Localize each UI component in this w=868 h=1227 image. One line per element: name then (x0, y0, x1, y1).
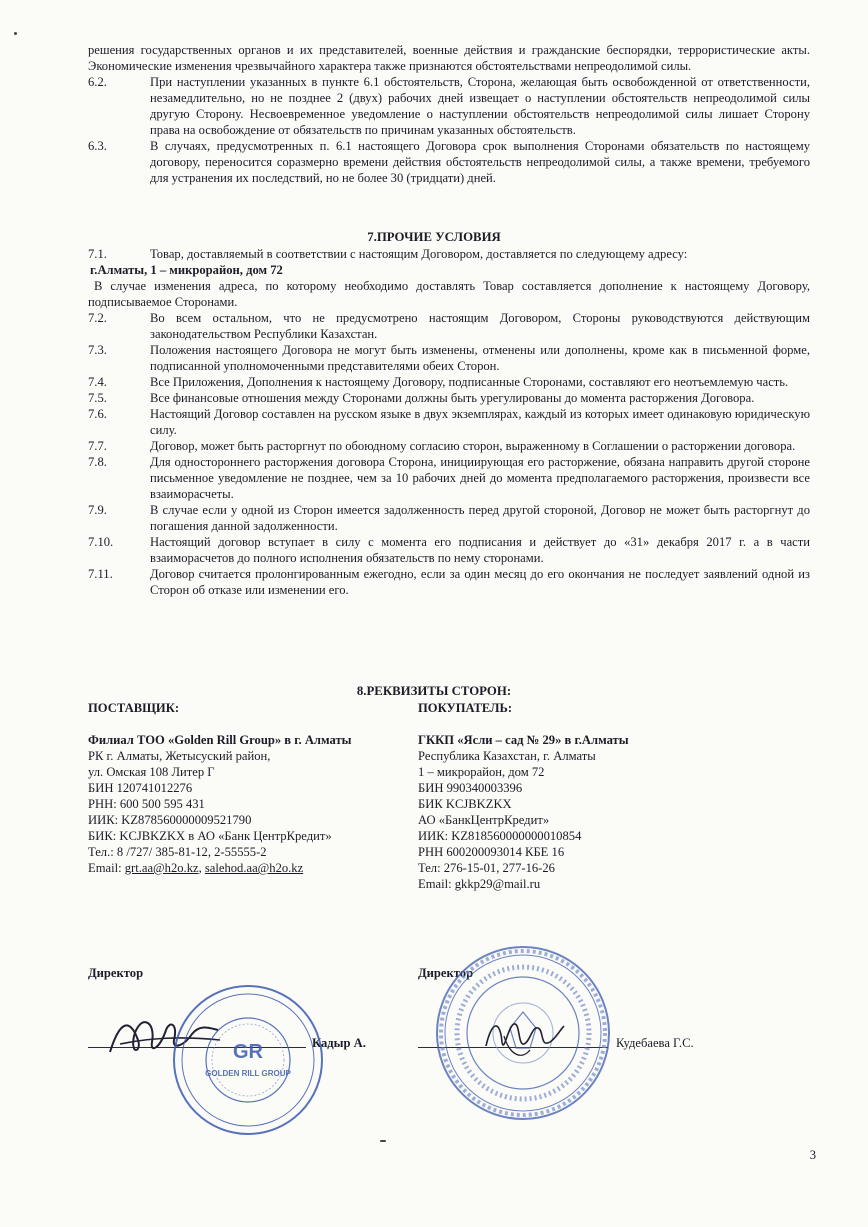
supplier-email-line (88, 860, 408, 876)
buyer-line: Тел: 276-15-01, 277-16-26 (418, 861, 555, 875)
clause-7-1 (88, 246, 810, 262)
clause-number: 7.9. (88, 503, 107, 517)
clause-6-2 (88, 74, 810, 138)
continuation-paragraph: решения государственных органов и их представителей, военные действия и гражданские беспорядки, террористические акты. Экономические изменения чрезвычайного характера также признаются обстоятельствами непреодолимой силы. (88, 43, 810, 73)
clause-text: Договор считается пролонгированным ежегодно, если за один месяц до его окончания не последует заявлений одной из Сторон об отказе или изменении его. (150, 567, 810, 597)
buyer-line: 1 – микрорайон, дом 72 (418, 765, 545, 779)
delivery-address: г.Алматы, 1 – микрорайон, дом 72 (90, 263, 283, 277)
clause-number: 7.1. (88, 247, 107, 261)
section6-block (88, 42, 810, 186)
clause-text: Во всем остальном, что не предусмотрено настоящим Договором, Стороны руководствуются действующим законодательством Республики Казахстан. (150, 311, 810, 341)
clause-number: 7.8. (88, 455, 107, 469)
supplier-heading: ПОСТАВЩИК: (88, 701, 180, 715)
stamp-logo: GR (233, 1041, 263, 1063)
clause-7-3 (88, 342, 810, 374)
address-note: В случае изменения адреса, по которому необходимо доставлять Товар составляется дополнение к настоящему Договору, подписываемое Сторонами. (88, 279, 810, 309)
clause-text: Все финансовые отношения между Сторонами должны быть урегулированы до момента расторжения Договора. (150, 391, 755, 405)
clause-number: 7.3. (88, 343, 107, 357)
scan-speck (14, 32, 17, 35)
buyer-line: АО «БанкЦентрКредит» (418, 813, 550, 827)
page-number: 3 (809, 1148, 816, 1162)
clause-text: Товар, доставляемый в соответствии с настоящим Договором, доставляется по следующему адресу: (150, 247, 688, 261)
supplier-line: Тел.: 8 /727/ 385-81-12, 2-55555-2 (88, 845, 267, 859)
clause-number: 7.2. (88, 311, 107, 325)
clause-number: 7.10. (88, 535, 114, 549)
buyer-sign-title: Директор (418, 966, 474, 980)
clause-number: 7.11. (88, 567, 113, 581)
clause-text: При наступлении указанных в пункте 6.1 обстоятельств, Сторона, желающая быть освобожденной от ответственности, незамедлительно, но не позднее 2 (двух) рабочих дней извещает о наступлении обстоятельств непреодолимой силы другую Сторону. Несвоевременное уведомление о наступлении обстоятельств непреодолимой силы лишает Сторону права на освобождение от обязательств по причинам указанных обстоятельств. (150, 75, 810, 137)
email-link-1[interactable]: grt.aa@h2o.kz (124, 861, 199, 875)
buyer-org: ГККП «Ясли – сад № 29» в г.Алматы (418, 733, 629, 747)
clause-7-11 (88, 566, 810, 598)
clause-number: 7.6. (88, 407, 107, 421)
supplier-org: Филиал ТОО «Golden Rill Group» в г. Алматы (88, 733, 352, 747)
clause-7-4 (88, 374, 810, 390)
clause-7-9 (88, 502, 810, 534)
clause-6-3 (88, 138, 810, 186)
email-separator: , (198, 861, 205, 875)
clause-number: 7.5. (88, 391, 107, 405)
clause-7-6 (88, 406, 810, 438)
supplier-line: РНН: 600 500 595 431 (88, 797, 205, 811)
supplier-line: БИН 120741012276 (88, 781, 193, 795)
clause-number: 7.7. (88, 439, 107, 453)
supplier-sign-title: Директор (88, 966, 144, 980)
clause-text: В случаях, предусмотренных п. 6.1 настоящего Договора срок выполнения Сторонами обязательств по настоящему договору, переносится соразмерно времени действия обстоятельств непреодолимой силы, а также времени, требуемого для устранения их последствий, но не более 30 (тридцати) дней. (150, 139, 810, 185)
clause-7-7 (88, 438, 810, 454)
buyer-line: РНН 600200093014 КБЕ 16 (418, 845, 565, 859)
scan-speck (380, 1140, 386, 1142)
clause-number: 6.2. (88, 75, 107, 89)
buyer-line: БИК KCJBKZKX (418, 797, 512, 811)
clause-7-8 (88, 454, 810, 502)
stamp-company: GOLDEN RILL GROUP (205, 1069, 291, 1078)
clause-text: Настоящий договор вступает в силу с момента его подписания и действует до «31» декабря 2017 г. а в части взаиморасчетов до полного исполнения обязательств по нему сторонами. (150, 535, 810, 565)
buyer-line: БИН 990340003396 (418, 781, 523, 795)
clause-text: Положения настоящего Договора не могут быть изменены, отменены или дополнены, кроме как в письменной форме, подписанной уполномоченными представителями обеих Сторон. (150, 343, 810, 373)
clause-text: Настоящий Договор составлен на русском языке в двух экземплярах, каждый из которых имеет одинаковую юридическую силу. (150, 407, 810, 437)
buyer-line: ИИК: KZ818560000000010854 (418, 829, 582, 843)
email-link-2[interactable]: salehod.aa@h2o.kz (204, 861, 304, 875)
buyer-heading: ПОКУПАТЕЛЬ: (418, 701, 513, 715)
section8-title: 8.РЕКВИЗИТЫ СТОРОН: (356, 684, 512, 698)
clause-number: 7.4. (88, 375, 107, 389)
clause-text: Все Приложения, Дополнения к настоящему Договору, подписанные Сторонами, составляют его неотъемлемую часть. (150, 375, 789, 389)
buyer-signature (478, 1006, 568, 1066)
supplier-line: ИИК: KZ878560000009521790 (88, 813, 252, 827)
clause-number: 6.3. (88, 139, 107, 153)
section7-block (88, 246, 810, 598)
clause-7-10 (88, 534, 810, 566)
supplier-line: РК г. Алматы, Жетысуский район, (88, 749, 271, 763)
clause-7-2 (88, 310, 810, 342)
buyer-line: Республика Казахстан, г. Алматы (418, 749, 596, 763)
buyer-line: Email: gkkp29@mail.ru (418, 877, 541, 891)
supplier-sign-name: Кадыр А. (312, 1036, 366, 1050)
clause-text: Договор, может быть расторгнут по обоюдному согласию сторон, выраженному в Соглашении о расторжении договора. (150, 439, 796, 453)
section7-title: 7.ПРОЧИЕ УСЛОВИЯ (367, 230, 501, 244)
clause-text: Для одностороннего расторжения договора Сторона, инициирующая его расторжение, обязана направить другой стороне письменное уведомление не позднее, чем за 10 рабочих дней до момента предполагаемого расторжения, произвести все взаиморасчеты. (150, 455, 810, 501)
buyer-details (418, 700, 778, 892)
email-label: Email: (88, 861, 125, 875)
buyer-sign-name: Кудебаева Г.С. (616, 1036, 694, 1050)
clause-7-5 (88, 390, 810, 406)
supplier-line: БИК: KCJBKZKX в АО «Банк ЦентрКредит» (88, 829, 332, 843)
supplier-line: ул. Омская 108 Литер Г (88, 765, 215, 779)
clause-text: В случае если у одной из Сторон имеется задолженность перед другой стороной, Договор не может быть расторгнут до погашения данной задолженности. (150, 503, 810, 533)
supplier-stamp (168, 980, 328, 1140)
supplier-details (88, 700, 408, 876)
